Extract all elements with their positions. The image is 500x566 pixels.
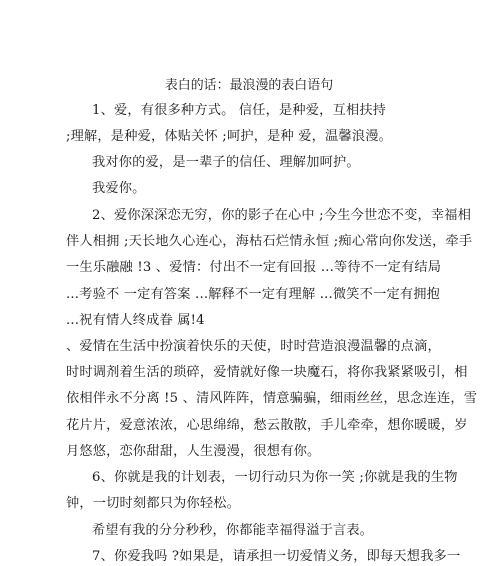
text-line-4: 我爱你。: [92, 181, 146, 196]
text-line-15: 6、你就是我的计划表，一切行动只为你一笑 ;你就是我的生物: [92, 470, 458, 485]
text-line-8: ...考验不 一定有答案 ...解释不一定有理解 ...微笑不一定有拥抱: [66, 287, 441, 302]
text-line-16: 钟，一切时刻都只为你轻松。: [66, 496, 241, 511]
text-line-13: 花片片，爱意浓浓，心思绵绵，愁云散散，手儿牵牵，想你暖暖，岁: [66, 418, 468, 433]
document-title: 表白的话：最浪漫的表白语句: [164, 78, 334, 93]
text-line-6: 伴人相拥 ;天长地久心连心，海枯石烂情永恒 ;痴心常向你发送，牵手: [66, 234, 473, 249]
text-line-2: ;理解，是种爱，体贴关怀 ;呵护，是种 爱，温馨浪漫。: [66, 129, 392, 144]
text-line-1: 1、爱，有很多种方式。 信任，是种爱，互相扶持: [92, 103, 387, 118]
text-line-14: 月悠悠，恋你甜甜，人生漫漫，很想有你。: [66, 444, 321, 459]
text-line-5: 2、爱你深深恋无穷，你的影子在心中 ;今生今世恋不变，幸福相: [92, 208, 472, 223]
text-line-12: 依相伴永不分离 !5 、清风阵阵，情意骗骗，细雨丝丝，思念连连，雪: [66, 391, 478, 406]
text-line-17: 希望有我的分分秒秒，你都能幸福得溢于言表。: [92, 523, 374, 538]
text-line-10: 、爱情在生活中扮演着快乐的天使，时时营造浪漫温馨的点滴，: [66, 339, 441, 354]
text-line-3: 我对你的爱，是一辈子的信任、理解加呵护。: [92, 155, 360, 170]
text-line-7: 一生乐融融 !3 、爱情：付出不一定有回报 ...等待不一定有结局: [66, 260, 442, 275]
text-line-18: 7、你爱我吗 ?如果是，请承担一切爱情义务，即每天想我多一: [92, 549, 461, 564]
text-line-11: 时时调剂着生活的琐碎，爱情就好像一块魔石，将你我紧紧吸引，相: [66, 365, 468, 380]
text-line-9: ...祝有情人终成眷 属!4: [66, 313, 205, 328]
